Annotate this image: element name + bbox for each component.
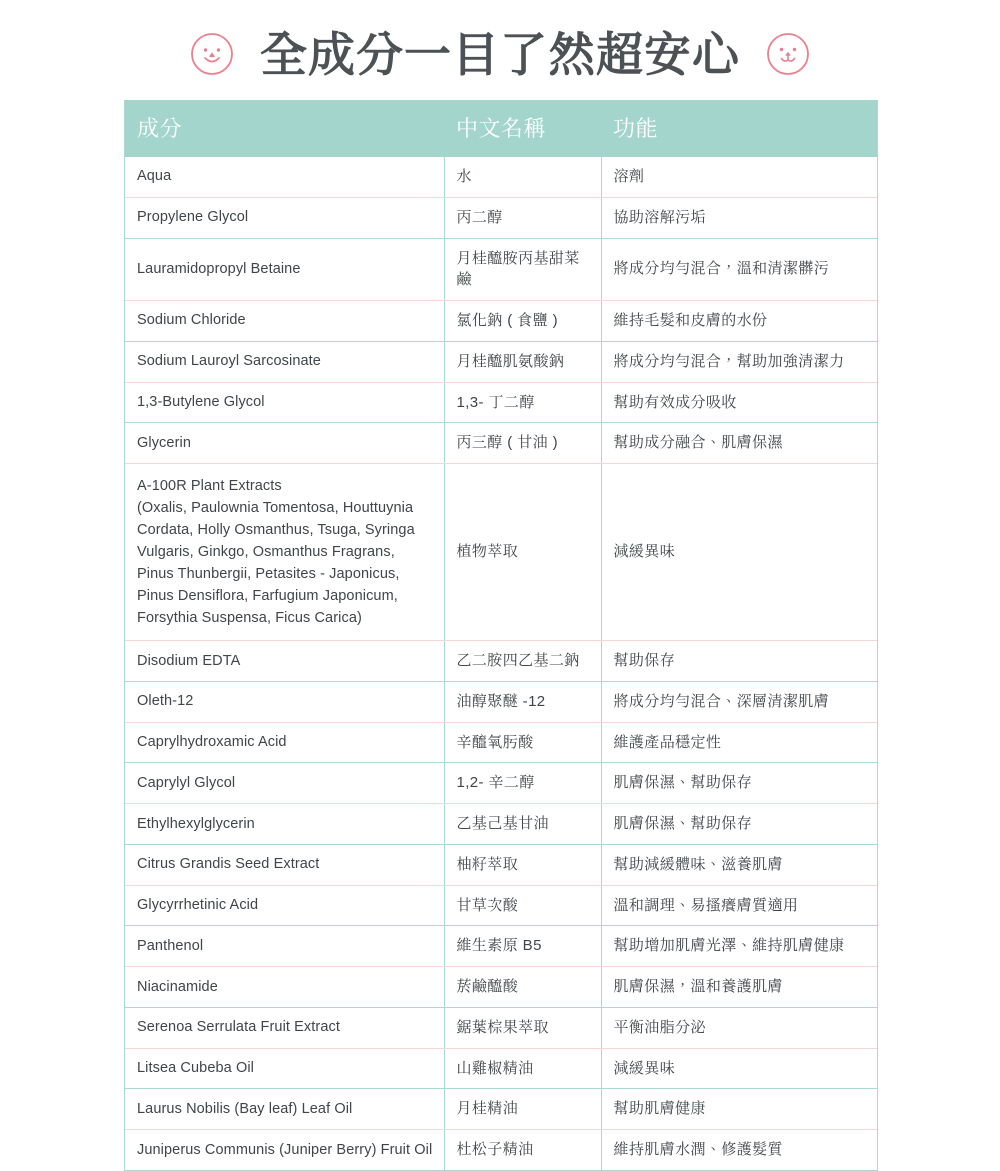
cell-function: 協助溶解污垢 <box>601 197 877 238</box>
cell-ingredient: Sodium Lauroyl Sarcosinate <box>125 341 444 382</box>
table-row <box>125 681 877 722</box>
cell-ingredient: Caprylyl Glycol <box>125 763 444 804</box>
cell-chinese-name: 水 <box>444 157 601 197</box>
ingredients-table <box>125 100 877 1170</box>
table-body <box>125 157 877 1170</box>
cell-function: 幫助肌膚健康 <box>601 1089 877 1130</box>
cell-function: 肌膚保濕，溫和養護肌膚 <box>601 967 877 1008</box>
column-header-function: 功能 <box>601 100 877 157</box>
cell-chinese-name: 植物萃取 <box>444 464 601 641</box>
cell-function: 維護產品穩定性 <box>601 722 877 763</box>
cell-function: 肌膚保濕、幫助保存 <box>601 804 877 845</box>
cell-function: 幫助有效成分吸收 <box>601 382 877 423</box>
cell-chinese-name: 丙二醇 <box>444 197 601 238</box>
bear-face-icon <box>764 30 812 78</box>
table-row <box>125 197 877 238</box>
column-header-chinese-name: 中文名稱 <box>444 100 601 157</box>
cell-chinese-name: 氯化鈉 ( 食鹽 ) <box>444 301 601 342</box>
cell-chinese-name: 辛醯氧肟酸 <box>444 722 601 763</box>
table-row <box>125 763 877 804</box>
cell-ingredient: Aqua <box>125 157 444 197</box>
cell-function: 減緩異味 <box>601 1048 877 1089</box>
cell-function: 將成分均勻混合，幫助加強清潔力 <box>601 341 877 382</box>
table-row <box>125 1048 877 1089</box>
cell-function: 幫助保存 <box>601 641 877 682</box>
table-row <box>125 1007 877 1048</box>
extract-detail: (Oxalis, Paulownia Tomentosa, Houttuynia Cordata, Holly Osmanthus, Tsuga, Syringa Vulgaris, Ginkgo, Osmanthus Fragrans, Pinus Thunbergii, Petasites - Japonicus, Pinus Densiflora, Farfugium Japonicum, Forsythia Suspensa, Ficus Carica) <box>137 500 415 627</box>
cell-ingredient: Sodium Chloride <box>125 301 444 342</box>
cell-ingredient: Serenoa Serrulata Fruit Extract <box>125 1007 444 1048</box>
cell-function: 將成分均勻混合，溫和清潔髒污 <box>601 238 877 301</box>
cell-ingredient: Ethylhexylglycerin <box>125 804 444 845</box>
cell-ingredient <box>125 464 444 641</box>
table-header-row <box>125 100 877 157</box>
table-row <box>125 722 877 763</box>
cell-ingredient: Glycerin <box>125 423 444 464</box>
table-row <box>125 423 877 464</box>
cell-function: 平衡油脂分泌 <box>601 1007 877 1048</box>
column-header-ingredient: 成分 <box>125 100 444 157</box>
cell-function: 肌膚保濕、幫助保存 <box>601 763 877 804</box>
cell-function: 溫和調理、易搔癢膚質適用 <box>601 885 877 926</box>
page-header <box>0 16 1000 92</box>
table-row <box>125 341 877 382</box>
cell-chinese-name: 山雞椒精油 <box>444 1048 601 1089</box>
cell-ingredient: Propylene Glycol <box>125 197 444 238</box>
cell-ingredient: Lauramidopropyl Betaine <box>125 238 444 301</box>
table-row <box>125 1130 877 1170</box>
cell-chinese-name: 月桂醯肌氨酸鈉 <box>444 341 601 382</box>
cell-ingredient: Panthenol <box>125 926 444 967</box>
cell-chinese-name: 1,2- 辛二醇 <box>444 763 601 804</box>
cell-chinese-name: 乙二胺四乙基二鈉 <box>444 641 601 682</box>
cell-function: 將成分均勻混合、深層清潔肌膚 <box>601 681 877 722</box>
cell-function: 維持毛髮和皮膚的水份 <box>601 301 877 342</box>
cell-chinese-name: 柚籽萃取 <box>444 844 601 885</box>
cell-chinese-name: 鋸葉棕果萃取 <box>444 1007 601 1048</box>
cell-ingredient: Litsea Cubeba Oil <box>125 1048 444 1089</box>
cell-chinese-name: 1,3- 丁二醇 <box>444 382 601 423</box>
cell-ingredient: Caprylhydroxamic Acid <box>125 722 444 763</box>
extract-title: A-100R Plant Extracts <box>137 478 282 494</box>
cell-chinese-name: 月桂精油 <box>444 1089 601 1130</box>
table-row-plant-extracts <box>125 464 877 641</box>
cell-chinese-name: 甘草次酸 <box>444 885 601 926</box>
page-title: 全成分一目了然超安心 <box>260 27 740 81</box>
cell-ingredient: 1,3-Butylene Glycol <box>125 382 444 423</box>
cell-function: 溶劑 <box>601 157 877 197</box>
cell-chinese-name: 丙三醇 ( 甘油 ) <box>444 423 601 464</box>
cell-function: 減緩異味 <box>601 464 877 641</box>
cell-chinese-name: 月桂醯胺丙基甜菜鹼 <box>444 238 601 301</box>
cell-ingredient: Laurus Nobilis (Bay leaf) Leaf Oil <box>125 1089 444 1130</box>
cell-function: 幫助成分融合、肌膚保濕 <box>601 423 877 464</box>
table-row <box>125 301 877 342</box>
table-row <box>125 967 877 1008</box>
table-row <box>125 804 877 845</box>
table-row <box>125 157 877 197</box>
table-row <box>125 238 877 301</box>
cell-chinese-name: 杜松子精油 <box>444 1130 601 1170</box>
table-row <box>125 382 877 423</box>
cell-chinese-name: 油醇聚醚 -12 <box>444 681 601 722</box>
table-row <box>125 926 877 967</box>
smiley-face-icon <box>188 30 236 78</box>
cell-ingredient: Juniperus Communis (Juniper Berry) Fruit Oil <box>125 1130 444 1170</box>
cell-ingredient: Disodium EDTA <box>125 641 444 682</box>
cell-function: 幫助增加肌膚光澤、維持肌膚健康 <box>601 926 877 967</box>
cell-function: 維持肌膚水潤、修護髮質 <box>613 1141 783 1159</box>
cell-chinese-name: 維生素原 B5 <box>444 926 601 967</box>
cell-ingredient: Citrus Grandis Seed Extract <box>125 844 444 885</box>
cell-ingredient: Oleth-12 <box>125 681 444 722</box>
table-row <box>125 844 877 885</box>
cell-ingredient: Glycyrrhetinic Acid <box>125 885 444 926</box>
ingredients-table-container <box>124 100 878 1171</box>
cell-chinese-name: 菸鹼醯酸 <box>444 967 601 1008</box>
table-row <box>125 885 877 926</box>
table-header <box>125 100 877 157</box>
cell-function: 幫助減緩體味、滋養肌膚 <box>601 844 877 885</box>
cell-ingredient: Niacinamide <box>125 967 444 1008</box>
cell-chinese-name: 乙基己基甘油 <box>444 804 601 845</box>
table-row <box>125 641 877 682</box>
table-row <box>125 1089 877 1130</box>
